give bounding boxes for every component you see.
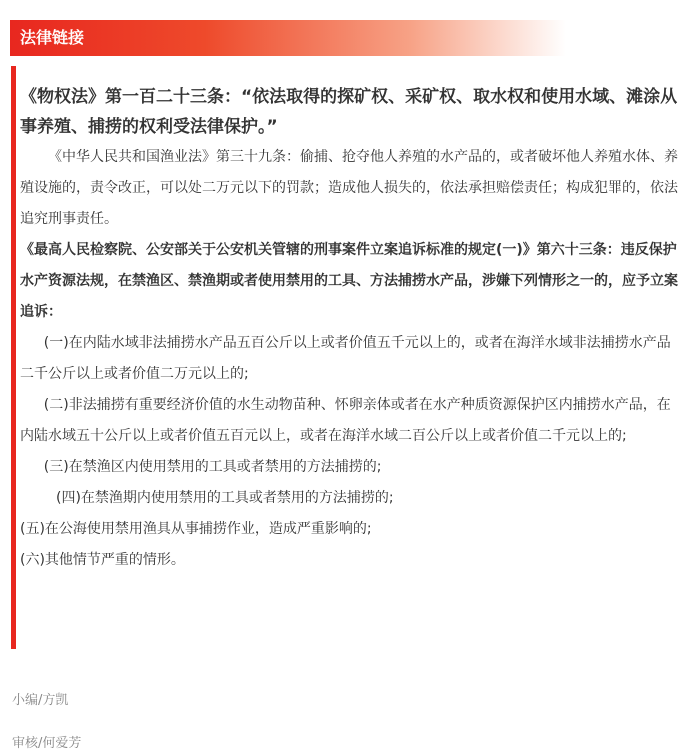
fishery-law-paragraph: 《中华人民共和国渔业法》第三十九条：偷捕、抢夺他人养殖的水产品的，或者破坏他人养殖水体、养殖设施的，责令改正，可以处二万元以下的罚款；造成他人损失的，依法承担赔偿责任；构成犯罪的，依法追究刑事责任。	[20, 149, 678, 227]
list-item: (六)其他情节严重的情形。	[20, 552, 185, 568]
editor-credit: 小编/方凯	[12, 693, 69, 708]
section-title: 法律链接	[20, 28, 85, 47]
list-item: (五)在公海使用禁用渔具从事捕捞作业，造成严重影响的;	[20, 521, 372, 537]
regulation-intro: 《最高人民检察院、公安部关于公安机关管辖的刑事案件立案追诉标准的规定(一)》第六十三条：违反保护水产资源法规，在禁渔区、禁渔期或者使用禁用的工具、方法捕捞水产品，涉嫌下列情形之一的，应予立案追诉：	[20, 242, 678, 320]
article-body	[11, 66, 680, 649]
reviewer-credit: 审核/何爱芳	[12, 736, 82, 751]
article-content	[20, 66, 678, 576]
list-item: (二)非法捕捞有重要经济价值的水生动物苗种、怀卵亲体或者在水产种质资源保护区内捕捞水产品，在内陆水域五十公斤以上或者价值五百元以上，或者在海洋水域二百公斤以上或者价值二千元以上的;	[20, 397, 671, 444]
list-item: (三)在禁渔区内使用禁用的工具或者禁用的方法捕捞的;	[43, 459, 382, 475]
property-law-quote: 《物权法》第一百二十三条：“依法取得的探矿权、采矿权、取水权和使用水域、滩涂从事养殖、捕捞的权利受法律保护。”	[20, 87, 678, 137]
section-header	[10, 20, 566, 56]
list-item: (一)在内陆水域非法捕捞水产品五百公斤以上或者价值五千元以上的，或者在海洋水域非法捕捞水产品二千公斤以上或者价值二万元以上的;	[20, 335, 671, 382]
list-item: (四)在禁渔期内使用禁用的工具或者禁用的方法捕捞的;	[56, 490, 394, 506]
